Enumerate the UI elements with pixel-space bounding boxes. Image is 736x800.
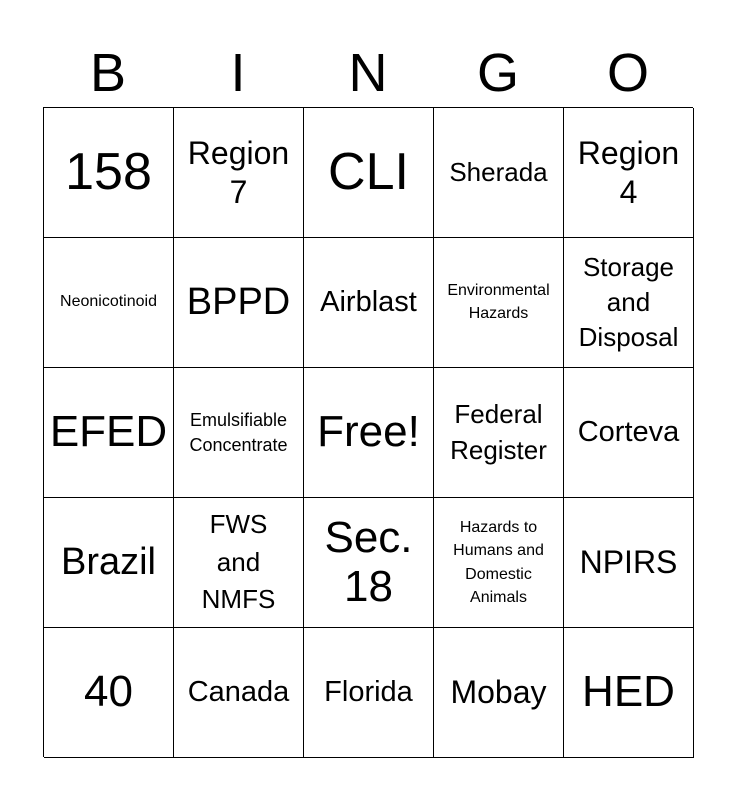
cell-label: Brazil [60, 540, 157, 583]
bingo-cell[interactable] [174, 238, 304, 368]
cell-label: NPIRS [579, 544, 678, 581]
bingo-cell[interactable] [564, 628, 694, 758]
cell-label: BPPD [186, 280, 291, 323]
bingo-board [43, 107, 693, 757]
cell-label: Hazards to Humans and Domestic Animals [453, 519, 544, 606]
bingo-cell[interactable] [564, 498, 694, 628]
bingo-cell[interactable] [304, 628, 434, 758]
cell-label: Canada [187, 676, 290, 709]
header-letter-g: G [476, 43, 519, 103]
cell-label: 158 [65, 142, 152, 201]
bingo-cell[interactable] [44, 628, 174, 758]
cell-label: 40 [84, 667, 133, 717]
bingo-cell[interactable] [304, 108, 434, 238]
header-letter-i: I [230, 43, 246, 103]
cell-label: Corteva [577, 416, 680, 449]
cell-label: Emulsifiable Concentrate [189, 410, 288, 455]
bingo-cell[interactable] [564, 238, 694, 368]
cell-label: Region 4 [577, 135, 680, 210]
cell-label: CLI [328, 142, 409, 201]
bingo-cell[interactable] [174, 628, 304, 758]
bingo-cell[interactable] [564, 368, 694, 498]
cell-label: Environmental Hazards [447, 282, 550, 322]
bingo-cell[interactable] [174, 108, 304, 238]
cell-label: Airblast [320, 286, 417, 319]
cell-label: Sherada [449, 156, 548, 187]
cell-label: Florida [324, 676, 413, 709]
bingo-cell[interactable] [44, 498, 174, 628]
cell-label: HED [582, 667, 675, 717]
bingo-cell[interactable] [304, 238, 434, 368]
cell-label: Region 7 [187, 135, 290, 210]
cell-label: Federal Register [450, 399, 547, 465]
header-letter-o: O [606, 43, 649, 103]
cell-label: Neonicotinoid [60, 293, 157, 311]
bingo-header [43, 40, 693, 106]
bingo-cell[interactable] [174, 368, 304, 498]
bingo-cell[interactable] [434, 628, 564, 758]
bingo-cell[interactable] [434, 368, 564, 498]
cell-label: EFED [49, 407, 168, 457]
free-space-label: Free! [317, 407, 420, 457]
cell-label: Storage and Disposal [578, 251, 679, 353]
bingo-cell[interactable] [434, 238, 564, 368]
bingo-cell[interactable] [44, 238, 174, 368]
bingo-cell[interactable] [304, 368, 434, 498]
bingo-cell[interactable] [434, 108, 564, 238]
bingo-cell[interactable] [44, 368, 174, 498]
cell-label: FWS and NMFS [201, 508, 276, 615]
cell-label: Mobay [450, 674, 547, 711]
bingo-cell[interactable] [304, 498, 434, 628]
header-letter-b: B [89, 43, 127, 103]
bingo-cell[interactable] [44, 108, 174, 238]
cell-label: Sec. 18 [324, 513, 413, 611]
bingo-cell[interactable] [564, 108, 694, 238]
bingo-cell[interactable] [174, 498, 304, 628]
header-letter-n: N [348, 43, 388, 103]
bingo-cell[interactable] [434, 498, 564, 628]
